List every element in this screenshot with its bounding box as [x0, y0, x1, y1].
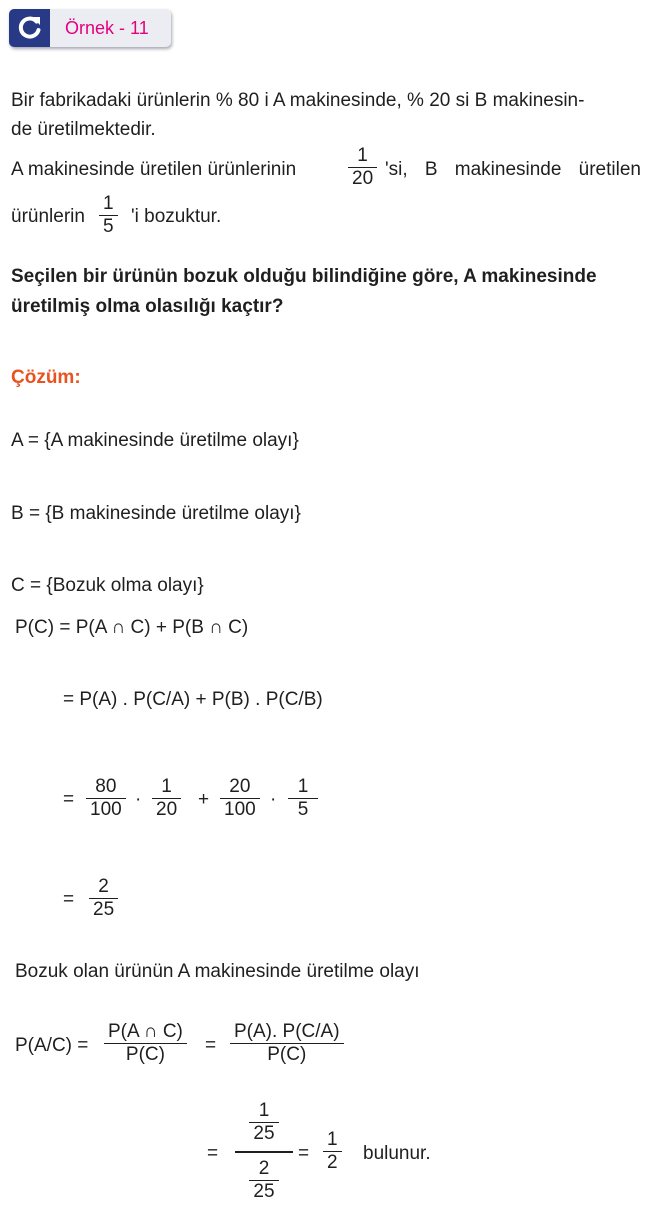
text-uretilen: üretilen [578, 159, 641, 180]
question-line-1: Seçilen bir ürünün bozuk olduğu bilindiğine göre, A makinesinde [11, 266, 597, 287]
text-b: B [424, 159, 438, 180]
fraction-20-100 [220, 776, 260, 821]
fraction-numerator: 1 [161, 776, 172, 797]
result-suffix: bulunur. [363, 1143, 431, 1164]
fraction-product-over-pc [230, 1021, 344, 1066]
fraction-denominator: 25 [93, 899, 115, 921]
fraction-denominator: P(C) [125, 1044, 165, 1066]
fraction-2-25 [89, 876, 118, 921]
equals-sign: = [298, 1143, 310, 1164]
fraction-numerator: P(A ∩ C) [108, 1021, 183, 1042]
fraction-numerator: 1 [357, 145, 368, 166]
circular-arrow-icon [9, 9, 50, 47]
plus-sign: + [198, 789, 210, 810]
fraction-numerator: 80 [95, 776, 117, 797]
fraction-denominator: 25 [253, 1123, 275, 1145]
problem-line-4-pre: ürünlerin [11, 206, 85, 227]
fraction-1-20 [348, 145, 377, 190]
multiply-dot: · [270, 789, 277, 810]
complex-fraction [235, 1100, 293, 1203]
solution-title: Çözüm: [11, 367, 81, 388]
problem-line-2: de üretilmektedir. [11, 119, 156, 140]
fraction-denominator: 100 [224, 799, 256, 821]
multiply-dot: · [135, 789, 142, 810]
fraction-denominator: 100 [90, 799, 122, 821]
complex-fraction-numerator [249, 1100, 278, 1145]
text-si: 'si, [385, 159, 408, 180]
fraction-denominator: P(C) [267, 1044, 307, 1066]
fraction-denominator: 5 [297, 799, 309, 821]
fraction-numerator: 2 [258, 1157, 270, 1179]
definition-c: C = {Bozuk olma olayı} [11, 575, 204, 596]
definition-a: A = {A makinesinde üretilme olayı} [11, 430, 299, 451]
fraction-denominator: 2 [327, 1152, 338, 1174]
fraction-denominator: 20 [352, 168, 374, 190]
fraction-numerator: 20 [229, 776, 251, 797]
fraction-numerator: P(A). P(C/A) [234, 1021, 340, 1042]
question-line-2: üretilmiş olma olasılığı kaçtır? [11, 296, 284, 317]
example-label: Örnek - 11 [65, 18, 149, 38]
conclusion-statement: Bozuk olan ürünün A makinesinde üretilme olayı [15, 961, 420, 982]
equation-expansion: = P(A) . P(C/A) + P(B) . P(C/B) [63, 689, 323, 710]
complex-fraction-denominator [249, 1158, 278, 1203]
fraction-intersection-over-pc [104, 1021, 187, 1066]
fraction-80-100 [86, 776, 126, 821]
problem-line-1: Bir fabrikadaki ürünlerin % 80 i A makinesinde, % 20 si B makinesin- [11, 90, 585, 111]
fraction-numerator: 1 [103, 193, 114, 214]
problem-line-4-post: 'i bozuktur. [131, 206, 222, 227]
example-badge [9, 9, 171, 47]
fraction-1-5 [288, 776, 318, 821]
fraction-result [323, 1129, 342, 1174]
fraction-1-20 [152, 776, 181, 821]
fraction-1-5 [99, 193, 118, 238]
definition-b: B = {B makinesinde üretilme olayı} [11, 503, 301, 524]
equation-conditional-lhs: P(A/C) = [15, 1035, 89, 1056]
equals-sign: = [205, 1035, 217, 1056]
equation-pc: P(C) = P(A ∩ C) + P(B ∩ C) [15, 617, 249, 638]
problem-line-3-pre: A makinesinde üretilen ürünlerinin [11, 159, 297, 180]
equals-sign: = [63, 789, 75, 810]
fraction-numerator: 2 [98, 876, 109, 897]
fraction-denominator: 25 [253, 1180, 275, 1202]
equals-sign: = [207, 1143, 219, 1164]
fraction-numerator: 1 [297, 776, 309, 797]
fraction-denominator: 5 [103, 216, 114, 238]
problem-line-3-post [385, 159, 641, 181]
equals-sign: = [63, 889, 75, 910]
main-fraction-bar [235, 1151, 293, 1152]
fraction-denominator: 20 [156, 799, 178, 821]
fraction-numerator: 1 [258, 1100, 270, 1121]
text-makinesinde: makinesinde [454, 159, 562, 180]
badge-icon-box [9, 9, 50, 47]
fraction-numerator: 1 [327, 1129, 338, 1150]
